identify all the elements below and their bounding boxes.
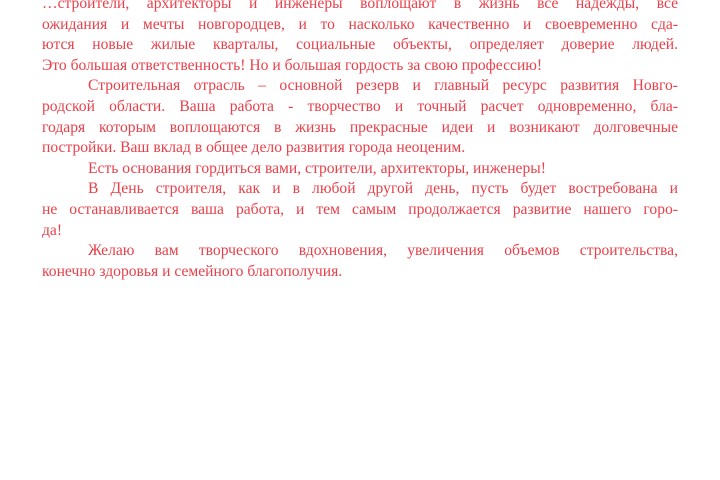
text-line: ются новые жилые кварталы, социальные объекты, определяет доверие людей.: [42, 36, 678, 54]
text-line: ожидания и мечты новгородцев, и то насколько качественно и своевременно сда-: [42, 15, 678, 33]
text-line: да!: [42, 221, 63, 239]
text-line: …строители, архитекторы и инженеры воплощают в жизнь все надежды, все: [42, 0, 678, 12]
paragraph-start-line: Есть основания гордиться вами, строители, архитекторы, инженеры!: [88, 159, 546, 177]
text-line: Это большая ответственность! Но и большая гордость за свою профессию!: [42, 56, 543, 74]
text-line: конечно здоровья и семейного благополучия.: [42, 262, 343, 280]
paragraph-start-line: Желаю вам творческого вдохновения, увеличения объемов строительства,: [88, 242, 678, 260]
letter-text: [42, 0, 678, 282]
text-line: родской области. Ваша работа - творчество и точный расчет одновременно, бла-: [42, 97, 678, 115]
text-line: постройки. Ваш вклад в общее дело развития города неоценим.: [42, 139, 466, 157]
text-line: не останавливается ваша работа, и тем самым продолжается развитие нашего горо-: [42, 200, 678, 218]
paragraph-start-line: Строительная отрасль – основной резерв и главный ресурс развития Новго-: [88, 77, 678, 95]
text-line: годаря которым воплощаются в жизнь прекрасные идеи и возникают долговечные: [42, 118, 678, 136]
paragraph-start-line: В День строителя, как и в любой другой день, пусть будет востребована и: [88, 180, 678, 198]
